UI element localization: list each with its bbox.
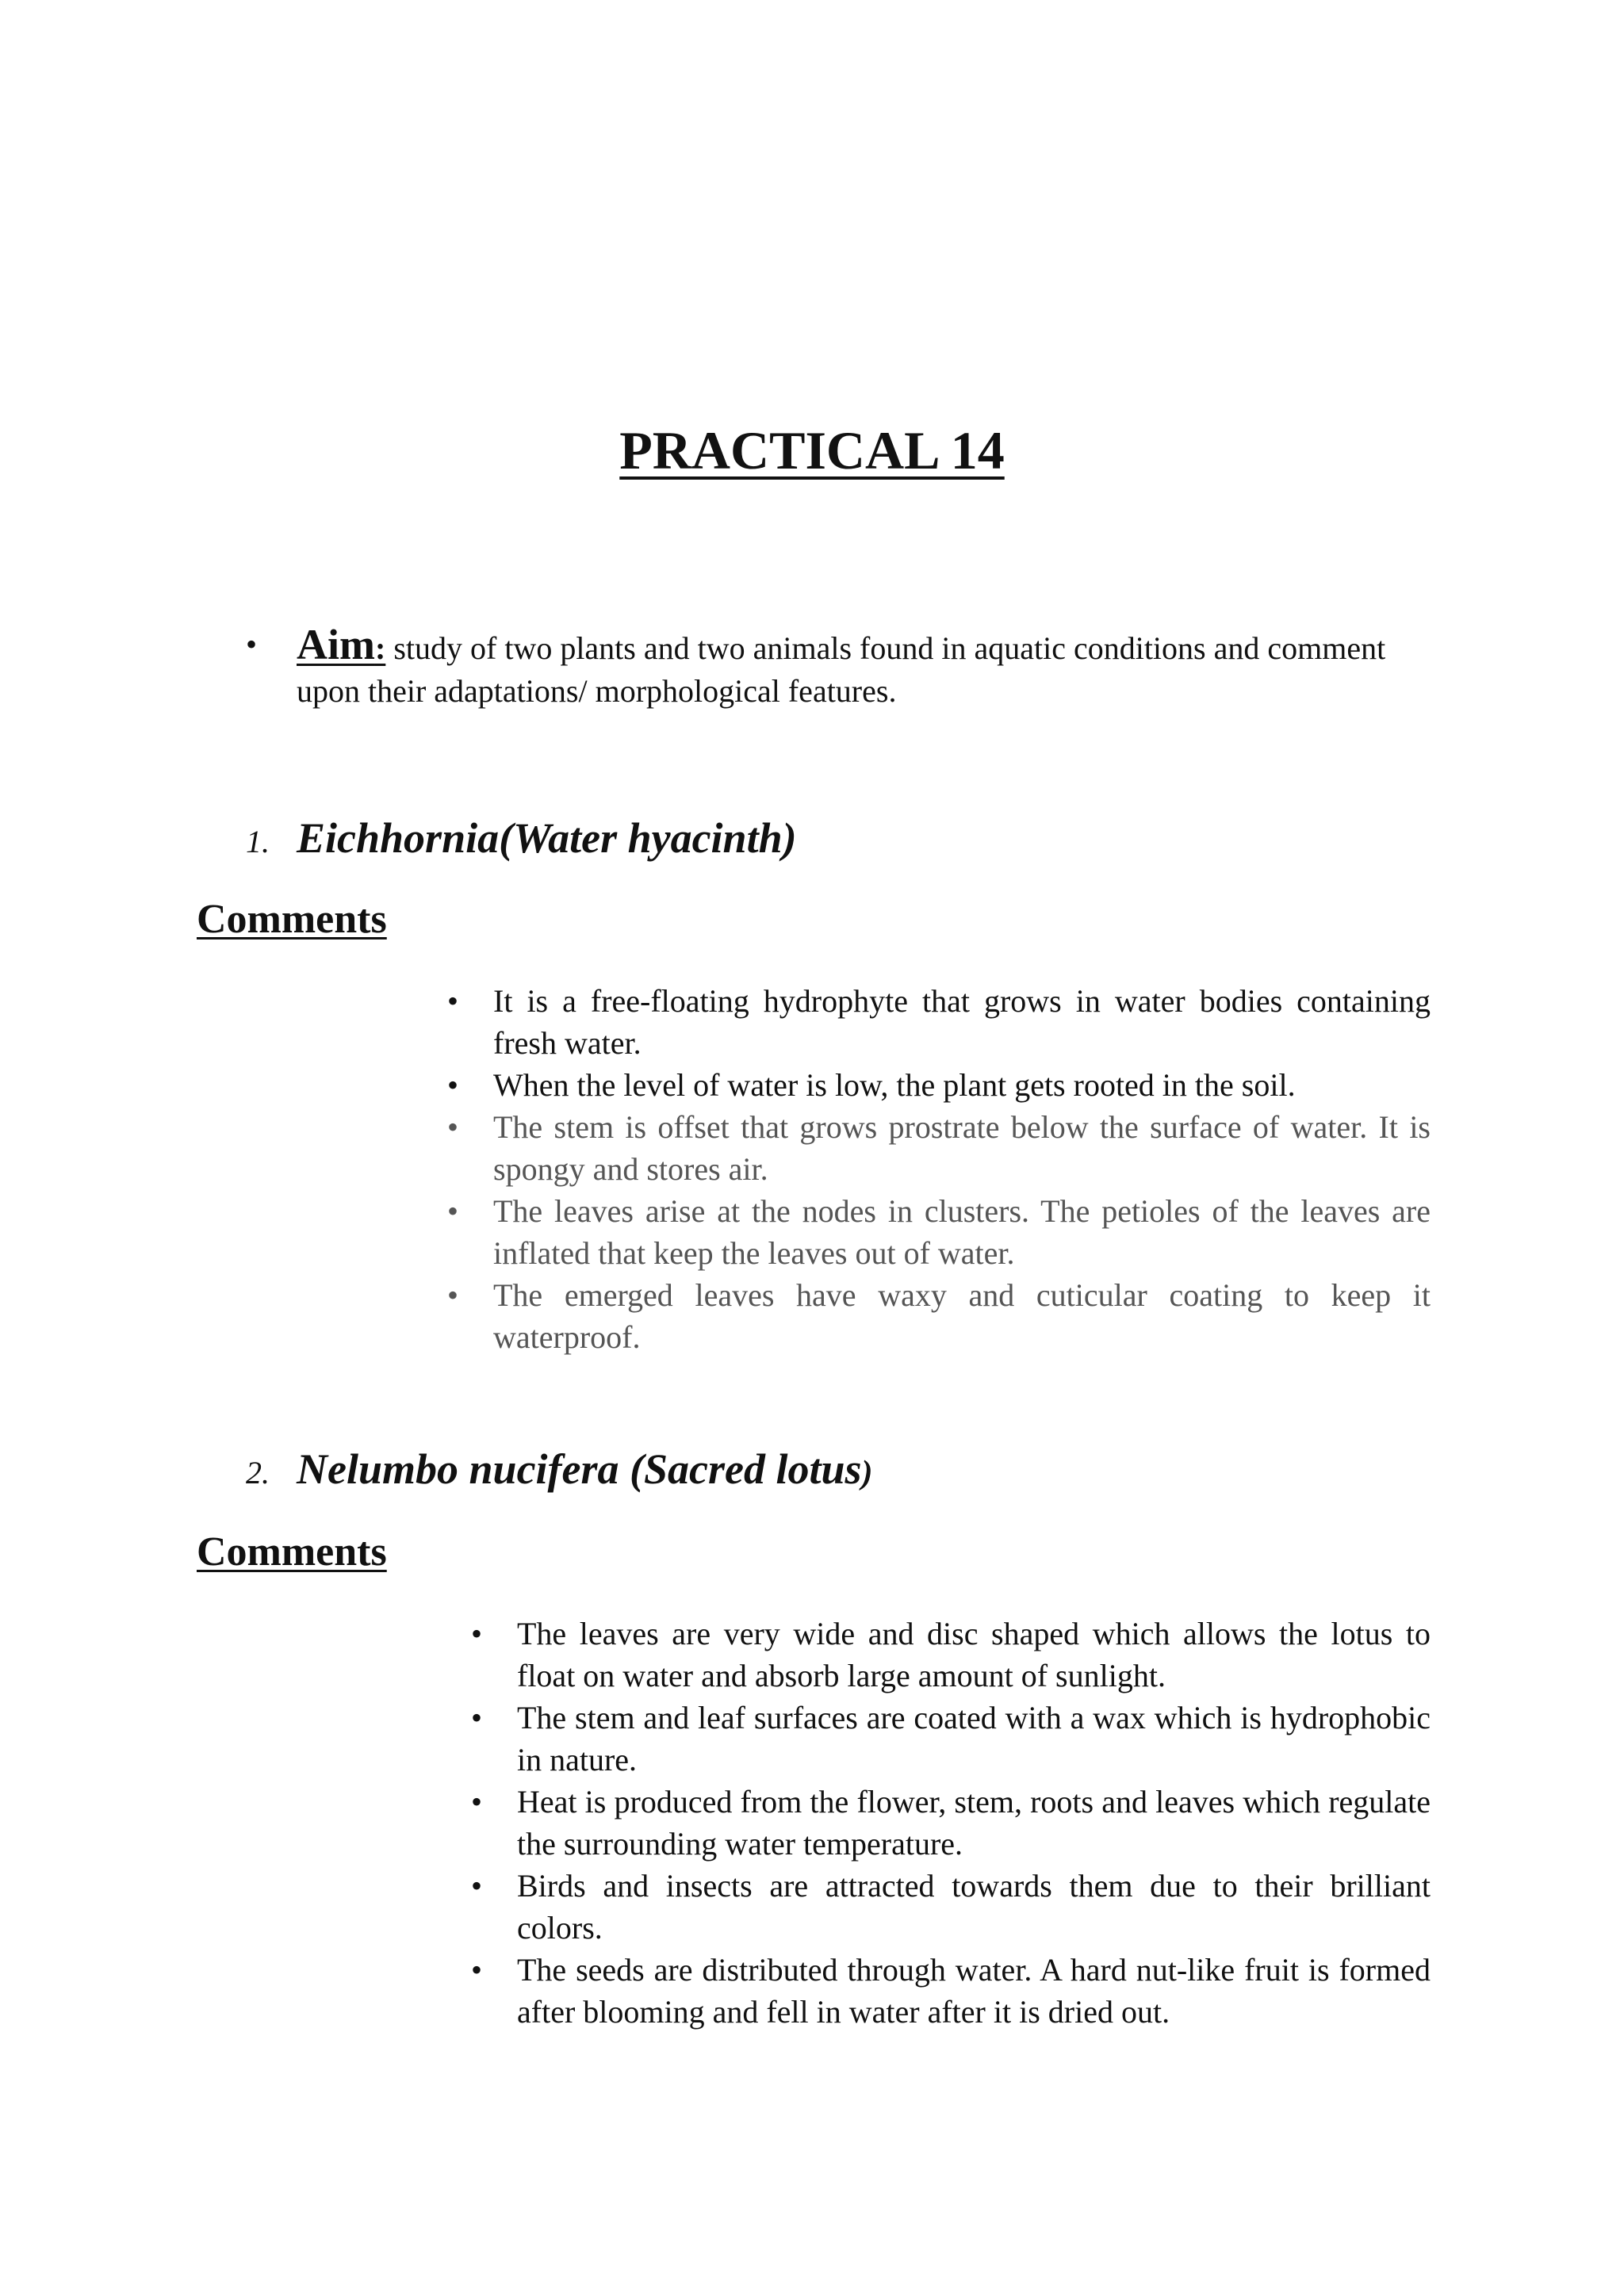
list-item [471,1781,1431,1865]
aim-text: study of two plants and two animals found in aquatic conditions and comment upon their adaptations/ morphological features. [297,630,1386,709]
list-item [447,1274,1431,1358]
bullet-icon: • [471,1784,483,1820]
page-title-text: PRACTICAL 14 [619,420,1005,480]
bullet-icon: • [447,983,459,1019]
specimen-name-close: ) [861,1455,873,1491]
list-item-text: It is a free-floating hydrophyte that grows in water bodies containing fresh water. [493,983,1431,1061]
specimen-2-comments-list [471,1613,1431,2033]
bullet-icon: • [471,1952,483,1988]
specimen-name: Nelumbo nucifera (Sacred lotus [297,1445,862,1493]
list-item-text: The leaves arise at the nodes in clusters. The petioles of the leaves are inflated that keep the leaves out of water. [493,1193,1431,1271]
bullet-icon: • [471,1700,483,1735]
list-item-text: When the level of water is low, the plant gets rooted in the soil. [493,1067,1296,1103]
specimen-number: 2. [246,1455,270,1490]
list-item-text: The emerged leaves have waxy and cuticular coating to keep it waterproof. [493,1277,1431,1355]
specimen-1-comments-list [447,980,1431,1358]
list-item [471,1865,1431,1949]
specimen-2-heading [246,1441,873,1501]
aim-body [297,623,1451,713]
list-item-text: Heat is produced from the flower, stem, roots and leaves which regulate the surrounding water temperature. [517,1784,1431,1862]
page-title [0,419,1624,482]
list-item-text: Birds and insects are attracted towards them due to their brilliant colors. [517,1868,1431,1946]
specimen-name: Eichhornia(Water hyacinth) [297,814,797,862]
aim-section [246,623,1451,713]
list-item-text: The stem and leaf surfaces are coated with a wax which is hydrophobic in nature. [517,1700,1431,1777]
list-item [447,1106,1431,1190]
list-item-text: The leaves are very wide and disc shaped which allows the lotus to float on water and absorb large amount of sunlight. [517,1616,1431,1693]
list-item [447,1190,1431,1274]
aim-label: Aim [297,621,375,668]
list-item [447,980,1431,1064]
aim-colon: : [374,630,386,666]
bullet-icon: • [447,1277,459,1313]
aim-bullet: • [246,626,258,662]
list-item-text: The seeds are distributed through water. A hard nut-like fruit is formed after blooming and fell in water after it is dried out. [517,1952,1431,2030]
comments-heading: Comments [197,1529,387,1575]
bullet-icon: • [447,1067,459,1103]
list-item-text: The stem is offset that grows prostrate below the surface of water. It is spongy and stores air. [493,1109,1431,1187]
specimen-number: 1. [246,824,270,859]
bullet-icon: • [471,1868,483,1904]
list-item [471,1613,1431,1697]
specimen-1-heading [246,810,797,870]
list-item [447,1064,1431,1106]
list-item [471,1949,1431,2033]
comments-heading: Comments [197,897,387,942]
bullet-icon: • [447,1109,459,1145]
list-item [471,1697,1431,1781]
bullet-icon: • [471,1616,483,1651]
bullet-icon: • [447,1193,459,1229]
